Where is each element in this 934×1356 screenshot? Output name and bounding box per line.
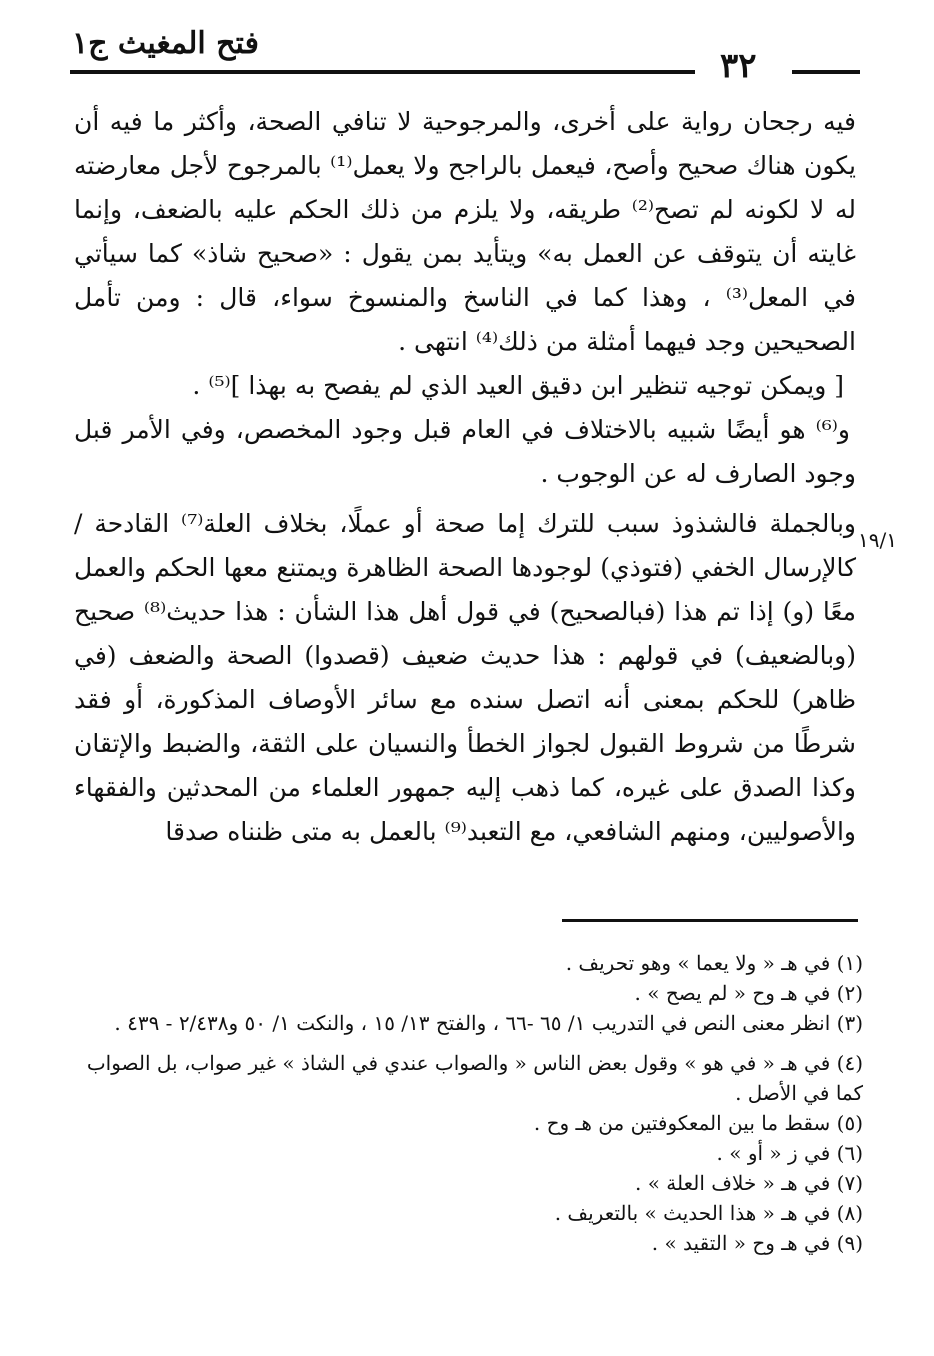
book-title: فتح المغيث ج١ — [72, 26, 259, 61]
footnote-9: (٩) في هـ وح « التقيد » . — [651, 1231, 863, 1255]
footnote-7: (٧) في هـ « خلاف العلة » . — [634, 1171, 863, 1195]
page-header — [70, 22, 860, 86]
header-rule — [70, 70, 695, 74]
footnote-5: (٥) سقط ما بين المعكوفتين من هـ وح . — [533, 1111, 863, 1135]
footnote-4: (٤) في هـ « في هو » وقول بعض الناس « والصواب عندي في الشاذ » غير صواب، بل الصواب كما في الأصل . — [86, 1051, 863, 1105]
footnote-1: (١) في هـ « ولا يعما » وهو تحريف . — [565, 951, 863, 975]
paragraph-2: [ ويمكن توجيه تنظير ابن دقيق العيد الذي لم يفصح به بهذا ]⁽⁵⁾ . — [192, 371, 844, 400]
footnote-6: (٦) في ز « أو » . — [716, 1141, 863, 1165]
main-text — [74, 100, 856, 854]
paragraph-3: و⁽⁶⁾ هو أيضًا شبيه بالاختلاف في العام قبل وجود المخصص، وفي الأمر قبل وجود الصارف له عن الوجوب . — [74, 415, 856, 488]
page-number: ٣٢ — [720, 46, 757, 86]
footnote-separator — [562, 919, 858, 922]
manuscript-folio-marker: ١٩/١ — [858, 528, 897, 552]
footnote-8: (٨) في هـ « هذا الحديث » بالتعريف . — [554, 1201, 863, 1225]
footnote-3: (٣) انظر معنى النص في التدريب ١/ ٦٥ -٦٦ ، والفتح ١٣/ ١٥ ، والنكت ١/ ٥٠ و٢/٤٣٨ - ٤٣٩ . — [114, 1011, 863, 1035]
footnote-2: (٢) في هـ وح « لم يصح » . — [634, 981, 863, 1005]
paragraph-1: فيه رجحان رواية على أخرى، والمرجوحية لا تنافي الصحة، وأكثر ما فيه أن يكون هناك صحيح وأصح، فيعمل بالراجح ولا يعمل⁽¹⁾ بالمرجوح لأجل معارضته له لا لكونه لم تصح⁽²⁾ طريقه، ولا يلزم من ذلك الحكم عليه بالضعف، وإنما غايته أن يتوقف عن العمل به» ويتأيد بمن يقول : «صحيح شاذ» كما سيأتي في المعل⁽³⁾ ، وهذا كما في الناسخ والمنسوخ سواء، قال : ومن تأمل الصحيحين وجد فيهما أمثلة من ذلك⁽⁴⁾ انتهى . — [74, 107, 857, 356]
paragraph-4: وبالجملة فالشذوذ سبب للترك إما صحة أو عملًا، بخلاف العلة⁽⁷⁾ القادحة / كالإرسال الخفي (فتوذي) لوجودها الصحة الظاهرة ويمتنع معها الحكم والعمل معًا (و) إذا تم هذا (فبالصحيح) في قول أهل هذا الشأن : هذا حديث⁽⁸⁾ صحيح (وبالضعيف) في قولهم : هذا حديث ضعيف (قصدوا) الصحة والضعف (في ظاهر) للحكم بمعنى أنه اتصل سنده مع سائر الأوصاف المذكورة، أو فقد شرطًا من شروط القبول لجواز الخطأ والنسيان على الثقة، والضبط والإتقان وكذا الصدق على غيره، كما ذهب إليه جمهور العلماء من المحدثين والفقهاء والأصوليين، ومنهم الشافعي، مع التعبد⁽⁹⁾ بالعمل به متى ظنناه صدقا — [74, 509, 857, 846]
footnotes — [78, 948, 863, 1258]
header-rule-short — [792, 70, 860, 74]
